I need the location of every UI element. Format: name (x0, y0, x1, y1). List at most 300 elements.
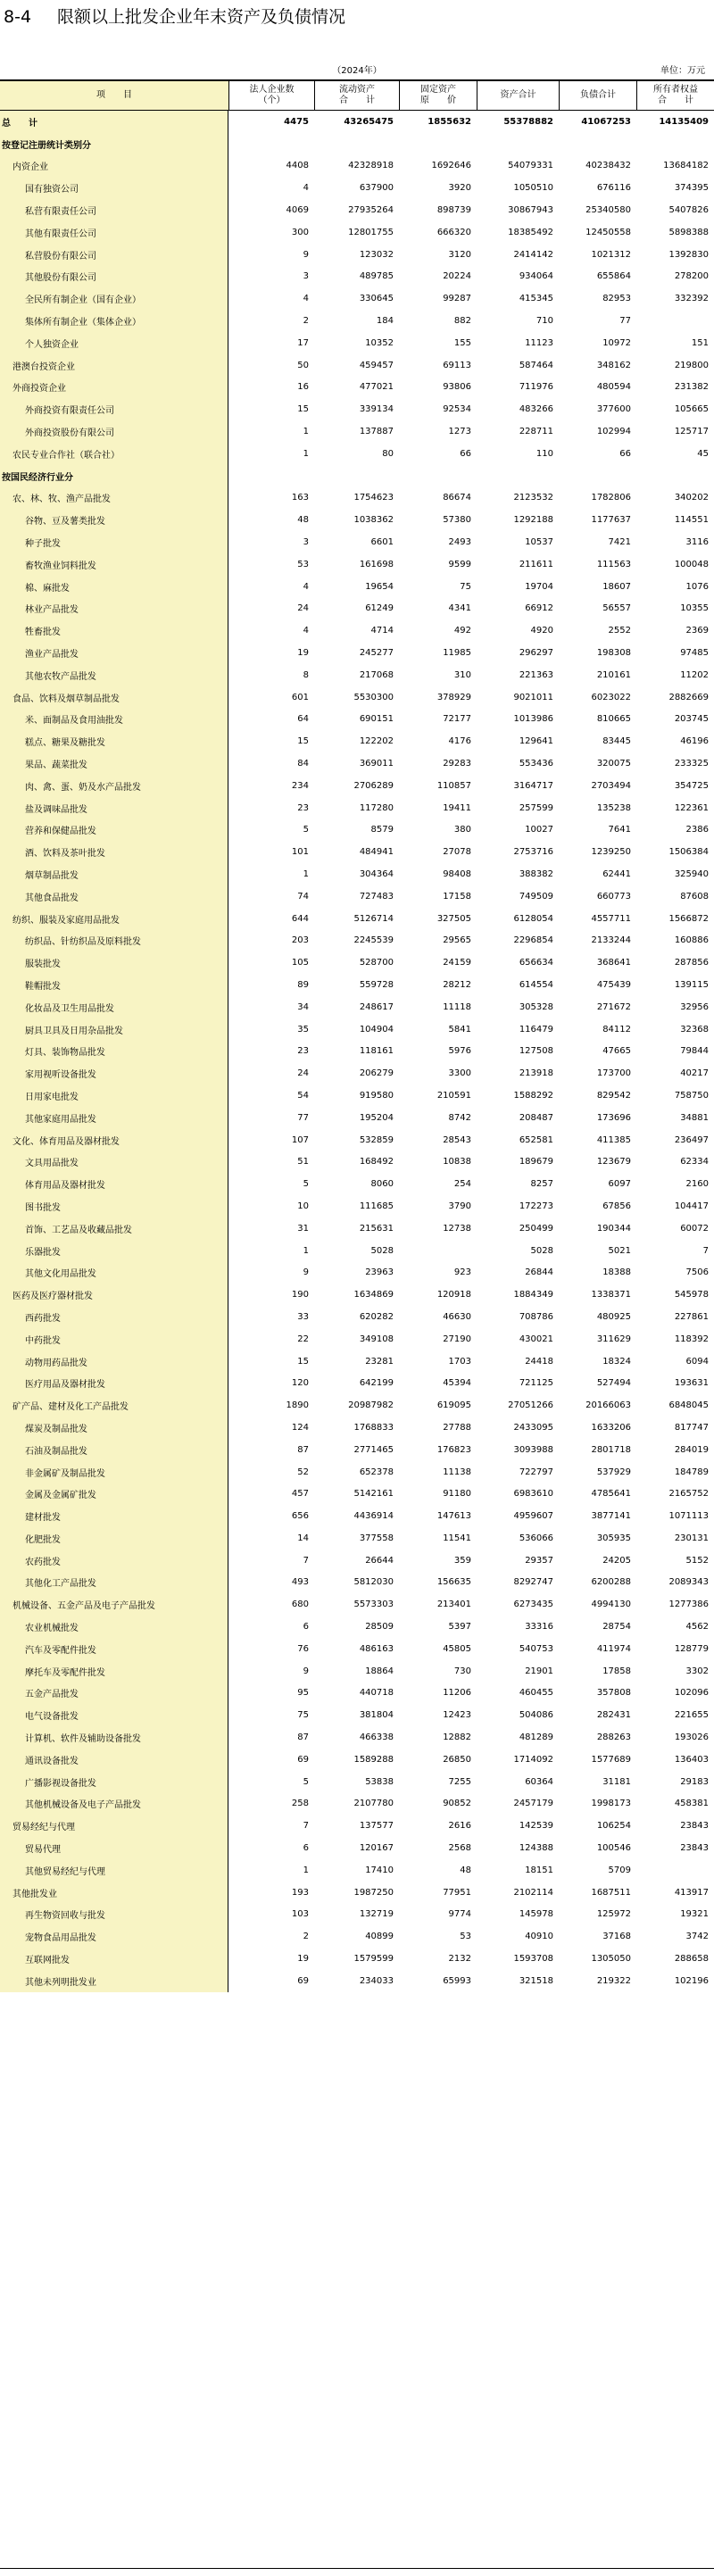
cell-current_assets: 2771465 (353, 1444, 394, 1455)
cell-fixed_assets: 213401 (436, 1600, 471, 1610)
cell-total_assets: 213918 (519, 1068, 553, 1079)
cell-total_assets: 208487 (519, 1112, 553, 1123)
table-row (0, 576, 714, 598)
cell-total_liab: 655864 (596, 271, 631, 282)
cell-current_assets: 330645 (359, 294, 394, 304)
table-row (0, 686, 714, 709)
cell-total_liab: 6200288 (591, 1577, 631, 1588)
col-header-total_assets: 资产合计 (477, 81, 559, 110)
cell-fixed_assets: 9774 (448, 1909, 471, 1920)
cell-current_assets: 168492 (359, 1157, 394, 1168)
table-row (0, 1882, 714, 1904)
table-row (0, 1173, 714, 1195)
cell-fixed_assets: 29283 (443, 759, 471, 769)
row-label: 盐及调味品批发 (0, 797, 228, 819)
cell-legal: 15 (297, 1356, 309, 1367)
cell-equity: 227861 (674, 1311, 709, 1322)
row-label: 互联网批发 (0, 1948, 228, 1970)
cell-equity: 114551 (674, 515, 709, 526)
cell-equity: 7506 (685, 1267, 709, 1278)
cell-legal: 74 (297, 891, 309, 902)
cell-current_assets: 123032 (359, 249, 394, 260)
cell-current_assets: 6601 (370, 537, 394, 548)
cell-equity: 3116 (685, 537, 709, 548)
cell-fixed_assets: 4176 (448, 736, 471, 747)
cell-current_assets: 161698 (359, 559, 394, 569)
cell-fixed_assets: 3300 (448, 1068, 471, 1079)
cell-equity: 193631 (674, 1378, 709, 1389)
cell-current_assets: 195204 (359, 1112, 394, 1123)
cell-equity: 5898388 (668, 227, 709, 237)
cell-fixed_assets: 310 (453, 669, 471, 680)
cell-current_assets: 369011 (359, 759, 394, 769)
cell-total_liab: 1577689 (591, 1754, 631, 1765)
cell-total_liab: 2133244 (591, 935, 631, 946)
cell-fixed_assets: 110857 (436, 780, 471, 791)
cell-total_assets: 116479 (519, 1024, 553, 1035)
cell-fixed_assets: 3790 (448, 1201, 471, 1211)
cell-legal: 193 (291, 1887, 309, 1898)
cell-total_assets: 321518 (519, 1975, 553, 1986)
cell-equity: 332392 (674, 294, 709, 304)
table-row (0, 951, 714, 974)
row-label: 灯具、装饰物品批发 (0, 1040, 228, 1062)
cell-current_assets: 466338 (359, 1733, 394, 1743)
cell-current_assets: 42328918 (348, 161, 394, 171)
table-row (0, 1461, 714, 1483)
cell-current_assets: 12801755 (348, 227, 394, 237)
cell-total_liab: 102994 (596, 427, 631, 437)
cell-current_assets: 381804 (359, 1710, 394, 1721)
table-row (0, 1261, 714, 1284)
cell-total_assets: 1714092 (513, 1754, 553, 1765)
cell-total_liab: 135238 (596, 802, 631, 813)
cell-current_assets: 304364 (359, 868, 394, 879)
cell-equity: 2386 (685, 825, 709, 835)
cell-total_liab: 1177637 (591, 515, 631, 526)
table-row (0, 1837, 714, 1859)
table-row (0, 553, 714, 576)
row-label: 外商投资有限责任公司 (0, 398, 228, 420)
cell-fixed_assets: 45394 (443, 1378, 471, 1389)
table-row (0, 1107, 714, 1129)
cell-fixed_assets: 1703 (448, 1356, 471, 1367)
cell-total_liab: 4785641 (591, 1489, 631, 1500)
row-label: 鞋帽批发 (0, 974, 228, 996)
row-label: 文化、体育用品及器材批发 (0, 1129, 228, 1151)
cell-total_liab: 810665 (596, 714, 631, 725)
row-label: 石油及制品批发 (0, 1439, 228, 1461)
row-label: 内资企业 (0, 155, 228, 178)
cell-equity: 14135409 (659, 116, 709, 127)
cell-current_assets: 215631 (359, 1223, 394, 1234)
cell-total_liab: 311629 (596, 1334, 631, 1344)
cell-total_liab: 28754 (602, 1622, 631, 1633)
cell-total_assets: 1884349 (513, 1290, 553, 1300)
cell-equity: 23843 (680, 1843, 709, 1854)
cell-total_liab: 1633206 (591, 1422, 631, 1433)
row-label: 渔业产品批发 (0, 642, 228, 664)
row-label: 动物用药品批发 (0, 1350, 228, 1373)
cell-equity: 10355 (680, 603, 709, 614)
cell-total_liab: 4994130 (591, 1600, 631, 1610)
cell-total_assets: 553436 (519, 759, 553, 769)
cell-equity: 128779 (674, 1643, 709, 1654)
row-label: 外商投资企业 (0, 377, 228, 399)
row-label: 五金产品批发 (0, 1683, 228, 1705)
cell-fixed_assets: 46630 (443, 1311, 471, 1322)
cell-legal: 1 (303, 448, 309, 459)
cell-legal: 203 (291, 935, 309, 946)
table-row (0, 1040, 714, 1062)
cell-equity: 4562 (685, 1622, 709, 1633)
cell-equity: 284019 (674, 1444, 709, 1455)
cell-equity: 34881 (680, 1112, 709, 1123)
table-row (0, 1815, 714, 1837)
cell-total_liab: 7641 (608, 825, 631, 835)
cell-legal: 124 (291, 1422, 309, 1433)
table-row (0, 487, 714, 510)
cell-total_liab: 10972 (602, 337, 631, 348)
table-row (0, 1593, 714, 1616)
cell-equity: 1392830 (668, 249, 709, 260)
cell-total_assets: 652581 (519, 1134, 553, 1145)
cell-equity: 3742 (685, 1932, 709, 1942)
cell-legal: 5 (303, 1179, 309, 1190)
bottom-rule (0, 2568, 714, 2569)
table-row (0, 1350, 714, 1373)
cell-fixed_assets: 27788 (443, 1422, 471, 1433)
table-row (0, 1527, 714, 1550)
cell-current_assets: 19654 (365, 581, 394, 592)
cell-total_liab: 62441 (602, 868, 631, 879)
cell-current_assets: 5573303 (353, 1600, 394, 1610)
cell-fixed_assets: 5976 (448, 1046, 471, 1057)
cell-total_assets: 721125 (519, 1378, 553, 1389)
table-row (0, 465, 714, 487)
cell-total_assets: 55378882 (503, 116, 553, 127)
cell-total_liab: 1239250 (591, 847, 631, 858)
cell-total_liab: 6097 (608, 1179, 631, 1190)
cell-current_assets: 132719 (359, 1909, 394, 1920)
col-header-fixed_assets: 固定资产 原 价 (399, 81, 477, 110)
cell-total_assets: 2296854 (513, 935, 553, 946)
cell-equity: 102096 (674, 1688, 709, 1699)
cell-current_assets: 17410 (365, 1865, 394, 1875)
cell-current_assets: 53838 (365, 1776, 394, 1787)
row-label: 厨具卫具及日用杂品批发 (0, 1018, 228, 1041)
table-row (0, 1417, 714, 1439)
cell-total_assets: 710 (536, 316, 553, 327)
table-row (0, 1948, 714, 1970)
cell-total_assets: 30867943 (508, 205, 553, 216)
table-row (0, 1572, 714, 1594)
cell-legal: 19 (297, 648, 309, 659)
cell-equity: 184789 (674, 1467, 709, 1477)
cell-legal: 34 (297, 1001, 309, 1012)
row-label: 非金属矿及制品批发 (0, 1461, 228, 1483)
cell-fixed_assets: 86674 (443, 493, 471, 503)
cell-equity: 233325 (674, 759, 709, 769)
cell-fixed_assets: 666320 (436, 227, 471, 237)
table-row (0, 155, 714, 178)
row-label: 金属及金属矿批发 (0, 1483, 228, 1505)
row-label: 计算机、软件及辅助设备批发 (0, 1726, 228, 1749)
cell-fixed_assets: 98408 (443, 868, 471, 879)
table-row (0, 664, 714, 686)
cell-total_assets: 54079331 (508, 161, 553, 171)
row-label: 外商投资股份有限公司 (0, 420, 228, 443)
cell-fixed_assets: 120918 (436, 1290, 471, 1300)
cell-equity: 236497 (674, 1134, 709, 1145)
row-label: 农药批发 (0, 1550, 228, 1572)
cell-total_assets: 60364 (525, 1776, 553, 1787)
cell-equity: 29183 (680, 1776, 709, 1787)
cell-fixed_assets: 24159 (443, 958, 471, 968)
cell-legal: 69 (297, 1975, 309, 1986)
cell-total_assets: 18385492 (508, 227, 553, 237)
cell-fixed_assets: 28543 (443, 1134, 471, 1145)
table-row (0, 974, 714, 996)
cell-current_assets: 18864 (365, 1666, 394, 1676)
table-row (0, 1704, 714, 1726)
row-label: 其他化工产品批发 (0, 1572, 228, 1594)
table-row (0, 642, 714, 664)
cell-current_assets: 690151 (359, 714, 394, 725)
cell-total_assets: 10537 (525, 537, 553, 548)
cell-current_assets: 528700 (359, 958, 394, 968)
cell-total_liab: 100546 (596, 1843, 631, 1854)
cell-legal: 656 (291, 1511, 309, 1522)
row-label: 其他未列明批发业 (0, 1970, 228, 1992)
cell-fixed_assets: 11541 (443, 1533, 471, 1543)
cell-legal: 8 (303, 669, 309, 680)
row-label: 文具用品批发 (0, 1151, 228, 1173)
cell-current_assets: 532859 (359, 1134, 394, 1145)
cell-legal: 87 (297, 1444, 309, 1455)
cell-current_assets: 5028 (370, 1245, 394, 1256)
cell-equity: 102196 (674, 1975, 709, 1986)
cell-total_liab: 111563 (596, 559, 631, 569)
cell-total_liab: 1998173 (591, 1799, 631, 1809)
cell-total_liab: 31181 (602, 1776, 631, 1787)
cell-legal: 35 (297, 1024, 309, 1035)
cell-current_assets: 440718 (359, 1688, 394, 1699)
cell-equity: 23843 (680, 1821, 709, 1832)
cell-legal: 4 (303, 581, 309, 592)
cell-current_assets: 137577 (359, 1821, 394, 1832)
table-row (0, 1904, 714, 1926)
cell-legal: 457 (291, 1489, 309, 1500)
cell-current_assets: 349108 (359, 1334, 394, 1344)
cell-total_liab: 84112 (602, 1024, 631, 1035)
cell-total_liab: 190344 (596, 1223, 631, 1234)
cell-equity: 32368 (680, 1024, 709, 1035)
cell-total_assets: 211611 (519, 559, 553, 569)
cell-fixed_assets: 254 (453, 1179, 471, 1190)
table-row (0, 509, 714, 531)
cell-equity: 1071113 (668, 1511, 709, 1522)
cell-total_liab: 1782806 (591, 493, 631, 503)
cell-current_assets: 477021 (359, 382, 394, 393)
row-label: 其他文化用品批发 (0, 1261, 228, 1284)
table-row (0, 1195, 714, 1217)
cell-current_assets: 2245539 (353, 935, 394, 946)
cell-fixed_assets: 327505 (436, 913, 471, 924)
cell-total_liab: 2801718 (591, 1444, 631, 1455)
table-row (0, 1129, 714, 1151)
cell-current_assets: 339134 (359, 404, 394, 415)
cell-fixed_assets: 923 (453, 1267, 471, 1278)
cell-current_assets: 559728 (359, 979, 394, 990)
cell-current_assets: 620282 (359, 1311, 394, 1322)
cell-total_liab: 40238432 (585, 161, 631, 171)
cell-current_assets: 217068 (359, 669, 394, 680)
cell-equity: 278200 (674, 271, 709, 282)
cell-total_liab: 83445 (602, 736, 631, 747)
cell-fixed_assets: 27190 (443, 1334, 471, 1344)
cell-current_assets: 111685 (359, 1201, 394, 1211)
row-label: 纺织、服装及家庭用品批发 (0, 908, 228, 930)
cell-equity: 62334 (680, 1157, 709, 1168)
cell-legal: 23 (297, 802, 309, 813)
cell-current_assets: 184 (376, 316, 394, 327)
table-row (0, 1771, 714, 1793)
cell-fixed_assets: 29565 (443, 935, 471, 946)
table-row (0, 354, 714, 377)
cell-legal: 300 (291, 227, 309, 237)
row-label: 糕点、糖果及糖批发 (0, 730, 228, 752)
cell-fixed_assets: 92534 (443, 404, 471, 415)
cell-equity: 32956 (680, 1001, 709, 1012)
cell-fixed_assets: 619095 (436, 1400, 471, 1411)
cell-equity: 758750 (674, 1090, 709, 1101)
cell-legal: 9 (303, 1666, 309, 1676)
cell-current_assets: 5142161 (353, 1489, 394, 1500)
cell-equity: 1566872 (668, 913, 709, 924)
cell-fixed_assets: 12423 (443, 1710, 471, 1721)
cell-current_assets: 919580 (359, 1090, 394, 1101)
row-label: 首饰、工艺品及收藏品批发 (0, 1217, 228, 1240)
row-label: 其他家庭用品批发 (0, 1107, 228, 1129)
cell-total_assets: 257599 (519, 802, 553, 813)
cell-equity: 203745 (674, 714, 709, 725)
table-row (0, 1726, 714, 1749)
cell-total_liab: 82953 (602, 294, 631, 304)
cell-equity: 13684182 (663, 161, 709, 171)
cell-equity: 122361 (674, 802, 709, 813)
cell-fixed_assets: 19411 (443, 802, 471, 813)
cell-total_liab: 7421 (608, 537, 631, 548)
cell-legal: 54 (297, 1090, 309, 1101)
table-row (0, 619, 714, 642)
cell-total_assets: 415345 (519, 294, 553, 304)
cell-current_assets: 1589288 (353, 1754, 394, 1765)
row-label: 日用家电批发 (0, 1084, 228, 1107)
cell-current_assets: 459457 (359, 360, 394, 370)
table-row (0, 996, 714, 1018)
cell-total_assets: 614554 (519, 979, 553, 990)
cell-total_assets: 2102114 (513, 1887, 553, 1898)
cell-total_liab: 12450558 (585, 227, 631, 237)
table-title (4, 4, 345, 28)
cell-fixed_assets: 53 (460, 1932, 471, 1942)
cell-legal: 15 (297, 404, 309, 415)
cell-total_assets: 430021 (519, 1334, 553, 1344)
cell-equity: 5407826 (668, 205, 709, 216)
col-header-total_liab: 负债合计 (559, 81, 636, 110)
cell-total_assets: 711976 (519, 382, 553, 393)
cell-fixed_assets: 66 (460, 448, 471, 459)
cell-legal: 19 (297, 1954, 309, 1965)
table-row (0, 1970, 714, 1992)
table-row (0, 819, 714, 842)
cell-fixed_assets: 27078 (443, 847, 471, 858)
row-label: 米、面制品及食用油批发 (0, 709, 228, 731)
cell-fixed_assets: 17158 (443, 891, 471, 902)
row-label: 牲畜批发 (0, 619, 228, 642)
cell-equity: 104417 (674, 1201, 709, 1211)
cell-total_liab: 829542 (596, 1090, 631, 1101)
row-label: 中药批发 (0, 1328, 228, 1350)
cell-equity: 288658 (674, 1954, 709, 1965)
cell-fixed_assets: 1692646 (431, 161, 471, 171)
cell-legal: 601 (291, 692, 309, 702)
cell-total_assets: 1593708 (513, 1954, 553, 1965)
cell-equity: 118392 (674, 1334, 709, 1344)
table-row (0, 1660, 714, 1683)
cell-fixed_assets: 45805 (443, 1643, 471, 1654)
cell-fixed_assets: 93806 (443, 382, 471, 393)
cell-equity: 60072 (680, 1223, 709, 1234)
cell-total_assets: 27051266 (508, 1400, 553, 1411)
cell-legal: 50 (297, 360, 309, 370)
row-label: 其他有限责任公司 (0, 221, 228, 244)
cell-legal: 48 (297, 515, 309, 526)
cell-equity: 2369 (685, 626, 709, 636)
cell-fixed_assets: 10838 (443, 1157, 471, 1168)
cell-equity: 230131 (674, 1533, 709, 1543)
row-label: 医药及医疗器材批发 (0, 1284, 228, 1306)
row-label: 其他批发业 (0, 1882, 228, 1904)
cell-legal: 6 (303, 1622, 309, 1633)
cell-legal: 3 (303, 271, 309, 282)
table-row (0, 1284, 714, 1306)
col-header-legal: 法人企业数 （个） (228, 81, 314, 110)
cell-total_assets: 145978 (519, 1909, 553, 1920)
cell-total_liab: 320075 (596, 759, 631, 769)
cell-fixed_assets: 48 (460, 1865, 471, 1875)
row-label: 医疗用品及器材批发 (0, 1372, 228, 1394)
cell-current_assets: 122202 (359, 736, 394, 747)
table-row (0, 1084, 714, 1107)
table-row (0, 111, 714, 133)
cell-total_liab: 282431 (596, 1710, 631, 1721)
table-row (0, 1018, 714, 1041)
row-label: 体育用品及器材批发 (0, 1173, 228, 1195)
table-row (0, 752, 714, 775)
cell-fixed_assets: 3120 (448, 249, 471, 260)
cell-fixed_assets: 378929 (436, 692, 471, 702)
cell-total_liab: 173700 (596, 1068, 631, 1079)
table-row (0, 598, 714, 620)
cell-current_assets: 43265475 (344, 116, 394, 127)
cell-equity: 97485 (680, 648, 709, 659)
cell-total_assets: 708786 (519, 1311, 553, 1322)
cell-total_liab: 1338371 (591, 1290, 631, 1300)
cell-total_liab: 17858 (602, 1666, 631, 1676)
cell-equity: 139115 (674, 979, 709, 990)
